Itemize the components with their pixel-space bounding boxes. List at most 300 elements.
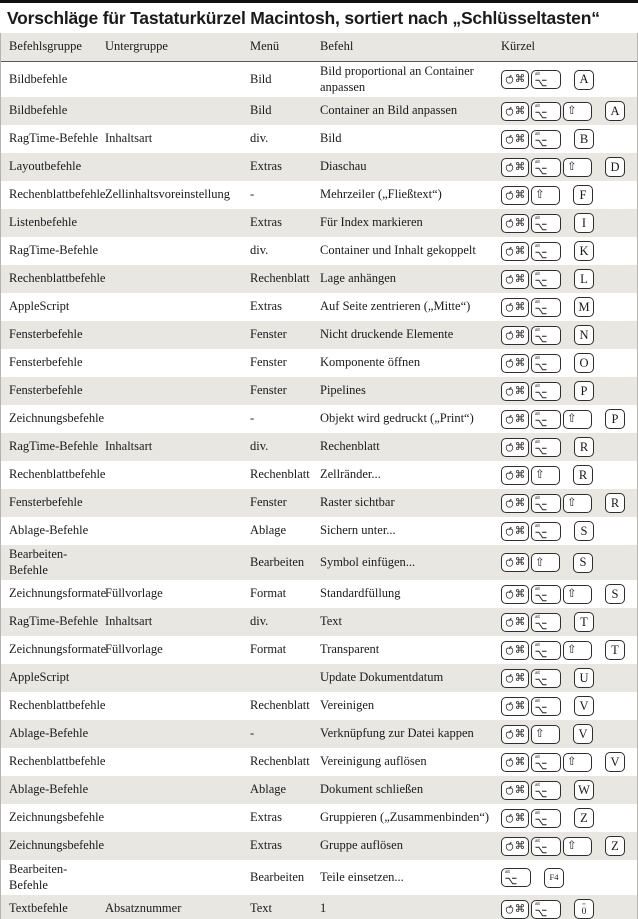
apple-logo-icon	[505, 106, 514, 117]
command-key-icon	[501, 585, 529, 604]
table-row	[1, 832, 637, 860]
cell-shortcut-keys	[501, 155, 631, 179]
cell-shortcut-keys	[501, 610, 631, 634]
column-header-menu: Menü	[250, 39, 280, 54]
apple-logo-icon	[505, 645, 514, 656]
command-key-icon	[501, 522, 529, 541]
option-symbol-icon	[535, 650, 547, 658]
option-symbol-icon	[535, 678, 547, 686]
cell-command-group: Fensterbefehle	[9, 495, 83, 510]
cell-command-group: Textbefehle	[9, 901, 68, 916]
cell-subgroup: Füllvorlage	[105, 642, 163, 657]
cell-menu: Extras	[250, 838, 282, 853]
cell-menu: div.	[250, 439, 269, 454]
command-symbol: ⌘	[514, 783, 526, 796]
command-symbol: ⌘	[514, 524, 526, 537]
command-key-icon	[501, 158, 529, 177]
shift-arrow-icon: ⇧	[567, 159, 577, 174]
cell-menu: Format	[250, 586, 287, 601]
cell-command: Komponente öffnen	[320, 355, 421, 370]
shift-arrow-icon: ⇧	[567, 838, 577, 853]
cell-command: Für Index markieren	[320, 215, 423, 230]
apple-logo-icon	[505, 470, 514, 481]
table-row	[1, 608, 637, 636]
apple-logo-icon	[505, 557, 514, 568]
alt-label: alt	[535, 641, 540, 647]
cell-command-group: Zeichnungsbefehle	[9, 411, 105, 426]
command-key-icon	[501, 242, 529, 261]
letter-key: V	[605, 752, 625, 772]
apple-logo-icon	[505, 841, 514, 852]
command-symbol: ⌘	[514, 328, 526, 341]
option-key-icon	[531, 900, 561, 919]
shift-key-icon	[531, 553, 560, 572]
alt-label: alt	[535, 214, 540, 220]
table-row	[1, 895, 637, 919]
command-key-icon	[501, 214, 529, 233]
apple-logo-icon	[505, 386, 514, 397]
alt-label: alt	[535, 697, 540, 703]
cell-command: Vereinigen	[320, 698, 375, 713]
letter-key: D	[605, 157, 625, 177]
cell-command-group: RagTime-Befehle	[9, 243, 99, 258]
command-key-icon	[501, 354, 529, 373]
option-symbol-icon	[535, 622, 547, 630]
cell-menu: Fenster	[250, 327, 287, 342]
cell-shortcut-keys	[501, 183, 631, 207]
option-symbol-icon	[535, 706, 547, 714]
cell-shortcut-keys	[501, 463, 631, 487]
option-key-icon	[531, 697, 561, 716]
cell-shortcut-keys	[501, 638, 631, 662]
cell-subgroup	[105, 277, 250, 281]
option-symbol-icon	[535, 790, 547, 798]
cell-subgroup: Zellinhaltsvoreinstellung	[105, 187, 230, 202]
command-symbol: ⌘	[514, 811, 526, 824]
cell-subgroup	[105, 844, 250, 848]
cell-shortcut-keys	[501, 722, 631, 746]
command-symbol: ⌘	[514, 73, 526, 86]
cell-command: Container und Inhalt gekoppelt	[320, 243, 476, 258]
letter-key: S	[574, 521, 594, 541]
option-symbol-icon	[535, 307, 547, 315]
option-symbol-icon	[535, 251, 547, 259]
cell-shortcut-keys	[501, 519, 631, 543]
cell-command: Gruppe auflösen	[320, 838, 403, 853]
cell-command: Transparent	[320, 642, 380, 657]
column-header-shortcut: Kürzel	[501, 39, 536, 54]
cell-shortcut-keys	[501, 295, 631, 319]
cell-menu: Bild	[250, 71, 272, 86]
cell-subgroup	[105, 361, 250, 365]
cell-command-group: Rechenblattbefehle	[9, 187, 106, 202]
option-key-icon	[531, 214, 561, 233]
shift-key-icon	[563, 158, 592, 177]
apple-logo-icon	[505, 74, 514, 85]
cell-command: Raster sichtbar	[320, 495, 395, 510]
command-key-icon	[501, 70, 529, 89]
cell-menu: div.	[250, 131, 269, 146]
cell-menu: Rechenblatt	[250, 271, 310, 286]
cell-shortcut-keys	[501, 127, 631, 151]
command-symbol: ⌘	[514, 496, 526, 509]
cell-command: Mehrzeiler („Fließtext“)	[320, 187, 442, 202]
alt-label: alt	[535, 438, 540, 444]
shift-arrow-icon: ⇧	[567, 642, 577, 657]
cell-menu: Rechenblatt	[250, 754, 310, 769]
option-key-icon	[531, 70, 561, 89]
option-key-icon	[531, 641, 561, 660]
apple-logo-icon	[505, 729, 514, 740]
option-key-icon	[531, 522, 561, 541]
cell-shortcut-keys	[501, 99, 631, 123]
option-key-icon	[531, 354, 561, 373]
letter-key: P	[574, 381, 594, 401]
apple-logo-icon	[505, 589, 514, 600]
cell-menu: div.	[250, 614, 269, 629]
cell-command: Symbol einfügen...	[320, 554, 416, 569]
letter-key: S	[573, 553, 593, 573]
cell-shortcut-keys	[501, 239, 631, 263]
alt-label: alt	[535, 753, 540, 759]
cell-subgroup	[105, 389, 250, 393]
table-row	[1, 405, 637, 433]
letter-key: A	[574, 70, 594, 90]
apple-logo-icon	[505, 498, 514, 509]
command-key-icon	[501, 466, 529, 485]
cell-command-group: Layoutbefehle	[9, 159, 82, 174]
cell-command-group: Ablage-Befehle	[9, 726, 89, 741]
cell-command-group: RagTime-Befehle	[9, 614, 99, 629]
cell-command: Diaschau	[320, 159, 367, 174]
cell-command-group: Bearbeiten-Befehle	[9, 547, 68, 577]
option-key-icon	[531, 438, 561, 457]
letter-key: Z	[605, 836, 625, 856]
shift-key-icon	[563, 753, 592, 772]
cell-menu: Extras	[250, 810, 282, 825]
cell-menu: Fenster	[250, 383, 287, 398]
command-symbol: ⌘	[514, 132, 526, 145]
table-row	[1, 776, 637, 804]
cell-command: Zellränder...	[320, 467, 381, 482]
cell-command-group: AppleScript	[9, 299, 70, 314]
cell-command-group: Fensterbefehle	[9, 383, 83, 398]
shift-arrow-icon: ⇧	[567, 586, 577, 601]
cell-subgroup	[105, 165, 250, 169]
table-row	[1, 636, 637, 664]
table-row	[1, 293, 637, 321]
cell-command-group: AppleScript	[9, 670, 70, 685]
letter-key: V	[574, 696, 594, 716]
column-header-command: Befehl	[320, 39, 354, 54]
apple-logo-icon	[505, 442, 514, 453]
letter-key: T	[605, 640, 625, 660]
alt-label: alt	[535, 900, 540, 906]
apple-logo-icon	[505, 526, 514, 537]
apple-logo-icon	[505, 302, 514, 313]
alt-label: alt	[535, 242, 540, 248]
option-key-icon	[531, 242, 561, 261]
table-row	[1, 377, 637, 405]
option-key-icon	[531, 494, 561, 513]
letter-key: W	[574, 780, 594, 800]
cell-command-group: Zeichnungsbefehle	[9, 810, 105, 825]
cell-subgroup	[105, 732, 250, 736]
shift-arrow-icon: ⇧	[567, 103, 577, 118]
option-key-icon	[531, 102, 561, 121]
cell-command: Container an Bild anpassen	[320, 103, 458, 118]
cell-command-group: Bildbefehle	[9, 103, 68, 118]
command-symbol: ⌘	[514, 104, 526, 117]
letter-key: B	[574, 129, 594, 149]
shift-key-icon	[531, 725, 560, 744]
apple-logo-icon	[505, 134, 514, 145]
cell-command: Nicht druckende Elemente	[320, 327, 454, 342]
shift-key-icon	[531, 186, 560, 205]
letter-key: R	[573, 465, 593, 485]
option-key-icon	[531, 837, 561, 856]
cell-menu: -	[250, 726, 255, 741]
command-key-icon	[501, 781, 529, 800]
alt-label: alt	[535, 71, 540, 76]
command-key-icon	[501, 641, 529, 660]
apple-logo-icon	[505, 162, 514, 173]
cell-subgroup	[105, 788, 250, 792]
command-key-icon	[501, 130, 529, 149]
column-header-group: Befehlsgruppe	[9, 39, 82, 54]
cell-shortcut-keys	[501, 379, 631, 403]
cell-shortcut-keys	[501, 211, 631, 235]
cell-menu: Extras	[250, 159, 282, 174]
table-row	[1, 748, 637, 776]
table-row	[1, 664, 637, 692]
cell-command: Update Dokumentdatum	[320, 670, 444, 685]
table-header-row	[1, 33, 637, 62]
cell-command-group: Zeichnungsbefehle	[9, 838, 105, 853]
letter-key: A	[605, 101, 625, 121]
command-key-icon	[501, 697, 529, 716]
shift-key-icon	[563, 410, 592, 429]
shift-arrow-icon: ⇧	[567, 411, 577, 426]
cell-command-group: Bearbeiten-Befehle	[9, 862, 68, 892]
cell-shortcut-keys	[501, 866, 631, 890]
table-row	[1, 489, 637, 517]
cell-shortcut-keys	[501, 323, 631, 347]
cell-subgroup	[105, 876, 250, 880]
option-symbol-icon	[535, 111, 547, 119]
apple-logo-icon	[505, 414, 514, 425]
shortcut-table	[0, 33, 638, 919]
alt-label: alt	[535, 410, 540, 416]
command-symbol: ⌘	[514, 839, 526, 852]
shortcut-table-body	[1, 62, 637, 919]
command-symbol: ⌘	[514, 440, 526, 453]
shift-arrow-icon: ⇧	[535, 726, 545, 741]
cell-subgroup	[105, 249, 250, 253]
command-key-icon	[501, 613, 529, 632]
option-symbol-icon	[535, 223, 547, 231]
shift-arrow-icon: ⇧	[535, 467, 545, 482]
option-symbol-icon	[535, 167, 547, 175]
apple-logo-icon	[505, 813, 514, 824]
table-row	[1, 153, 637, 181]
apple-logo-icon	[505, 904, 514, 915]
command-symbol: ⌘	[514, 188, 526, 201]
stacked-key-labels	[582, 902, 587, 917]
alt-label: alt	[535, 494, 540, 500]
cell-command-group: Bildbefehle	[9, 71, 68, 86]
cell-command: Sichern unter...	[320, 523, 396, 538]
command-key-icon	[501, 725, 529, 744]
table-row	[1, 860, 637, 895]
cell-menu: Format	[250, 642, 287, 657]
alt-label: alt	[535, 669, 540, 675]
option-key-icon	[531, 781, 561, 800]
shift-key-icon	[563, 102, 592, 121]
alt-label: alt	[535, 354, 540, 360]
cell-shortcut-keys	[501, 435, 631, 459]
command-symbol: ⌘	[514, 902, 526, 915]
shift-arrow-icon: ⇧	[535, 187, 545, 202]
command-symbol: ⌘	[514, 727, 526, 740]
option-key-icon	[531, 669, 561, 688]
cell-shortcut-keys	[501, 750, 631, 774]
cell-subgroup: Füllvorlage	[105, 586, 163, 601]
command-symbol: ⌘	[514, 468, 526, 481]
option-key-icon	[531, 326, 561, 345]
cell-subgroup	[105, 221, 250, 225]
command-key-icon	[501, 809, 529, 828]
option-key-icon	[531, 270, 561, 289]
cell-shortcut-keys	[501, 897, 631, 919]
letter-key	[574, 899, 594, 919]
command-symbol: ⌘	[514, 300, 526, 313]
option-symbol-icon	[535, 139, 547, 147]
cell-menu: -	[250, 411, 255, 426]
alt-label: alt	[535, 382, 540, 388]
cell-menu: -	[250, 187, 255, 202]
option-key-icon	[531, 130, 561, 149]
option-key-icon	[531, 809, 561, 828]
alt-label: alt	[505, 869, 510, 874]
table-row	[1, 125, 637, 153]
cell-command: Pipelines	[320, 383, 366, 398]
table-row	[1, 237, 637, 265]
option-symbol-icon	[535, 363, 547, 371]
cell-shortcut-keys	[501, 351, 631, 375]
table-row	[1, 265, 637, 293]
option-key-icon	[531, 158, 561, 177]
alt-label: alt	[535, 158, 540, 164]
cell-subgroup: Absatznummer	[105, 901, 182, 916]
cell-menu: Fenster	[250, 495, 287, 510]
command-symbol: ⌘	[514, 699, 526, 712]
command-key-icon	[501, 900, 529, 919]
cell-menu: Fenster	[250, 355, 287, 370]
apple-logo-icon	[505, 358, 514, 369]
cell-command-group: Fensterbefehle	[9, 355, 83, 370]
cell-subgroup: Inhaltsart	[105, 439, 153, 454]
table-row	[1, 62, 637, 97]
cell-subgroup	[105, 704, 250, 708]
letter-key: I	[574, 213, 594, 233]
cell-menu: Bearbeiten	[250, 554, 305, 569]
page-title: Vorschläge für Tastaturkürzel Macintosh, sortiert nach „Schlüsseltasten“	[7, 8, 600, 28]
column-header-subgroup: Untergruppe	[105, 39, 168, 54]
stacked-key-top: =	[582, 900, 586, 908]
apple-logo-icon	[505, 701, 514, 712]
cell-shortcut-keys	[501, 666, 631, 690]
cell-subgroup	[105, 760, 250, 764]
option-symbol-icon	[535, 846, 547, 854]
command-key-icon	[501, 270, 529, 289]
alt-label: alt	[535, 130, 540, 136]
cell-menu: Ablage	[250, 523, 287, 538]
cell-command-group: Rechenblattbefehle	[9, 698, 106, 713]
letter-key: P	[605, 409, 625, 429]
letter-key: M	[574, 297, 594, 317]
cell-command-group: Zeichnungsformate	[9, 586, 107, 601]
cell-menu: Rechenblatt	[250, 467, 310, 482]
stacked-key-bottom: 0	[581, 906, 587, 917]
cell-command-group: RagTime-Befehle	[9, 439, 99, 454]
cell-menu: Extras	[250, 215, 282, 230]
command-key-icon	[501, 669, 529, 688]
shift-arrow-icon: ⇧	[567, 754, 577, 769]
command-symbol: ⌘	[514, 671, 526, 684]
cell-shortcut-keys	[501, 551, 631, 575]
cell-command: Gruppieren („Zusammenbinden“)	[320, 810, 490, 825]
table-row	[1, 545, 637, 580]
cell-subgroup: Inhaltsart	[105, 131, 153, 146]
command-symbol: ⌘	[514, 160, 526, 173]
cell-command-group: Listenbefehle	[9, 215, 78, 230]
command-symbol: ⌘	[514, 216, 526, 229]
apple-logo-icon	[505, 274, 514, 285]
option-symbol-icon	[535, 335, 547, 343]
cell-shortcut-keys	[501, 582, 631, 606]
shift-key-icon	[563, 837, 592, 856]
alt-label: alt	[535, 781, 540, 787]
option-key-icon	[531, 585, 561, 604]
cell-shortcut-keys	[501, 491, 631, 515]
command-key-icon	[501, 438, 529, 457]
command-symbol: ⌘	[514, 587, 526, 600]
command-key-icon	[501, 298, 529, 317]
letter-key: L	[574, 269, 594, 289]
alt-label: alt	[535, 298, 540, 304]
cell-subgroup	[105, 561, 250, 565]
cell-command: Rechenblatt	[320, 439, 380, 454]
apple-logo-icon	[505, 190, 514, 201]
shift-arrow-icon: ⇧	[567, 495, 577, 510]
table-row	[1, 461, 637, 489]
apple-logo-icon	[505, 785, 514, 796]
cell-subgroup	[105, 473, 250, 477]
cell-subgroup	[105, 305, 250, 309]
letter-key: F	[573, 185, 593, 205]
command-key-icon	[501, 494, 529, 513]
cell-command: Vereinigung auflösen	[320, 754, 427, 769]
command-key-icon	[501, 553, 529, 572]
shift-key-icon	[563, 585, 592, 604]
option-key-icon	[501, 868, 531, 887]
command-symbol: ⌘	[514, 556, 526, 569]
cell-command: 1	[320, 901, 327, 916]
cell-menu: Bild	[250, 103, 272, 118]
cell-command: Dokument schließen	[320, 782, 424, 797]
cell-command: Bild	[320, 131, 342, 146]
